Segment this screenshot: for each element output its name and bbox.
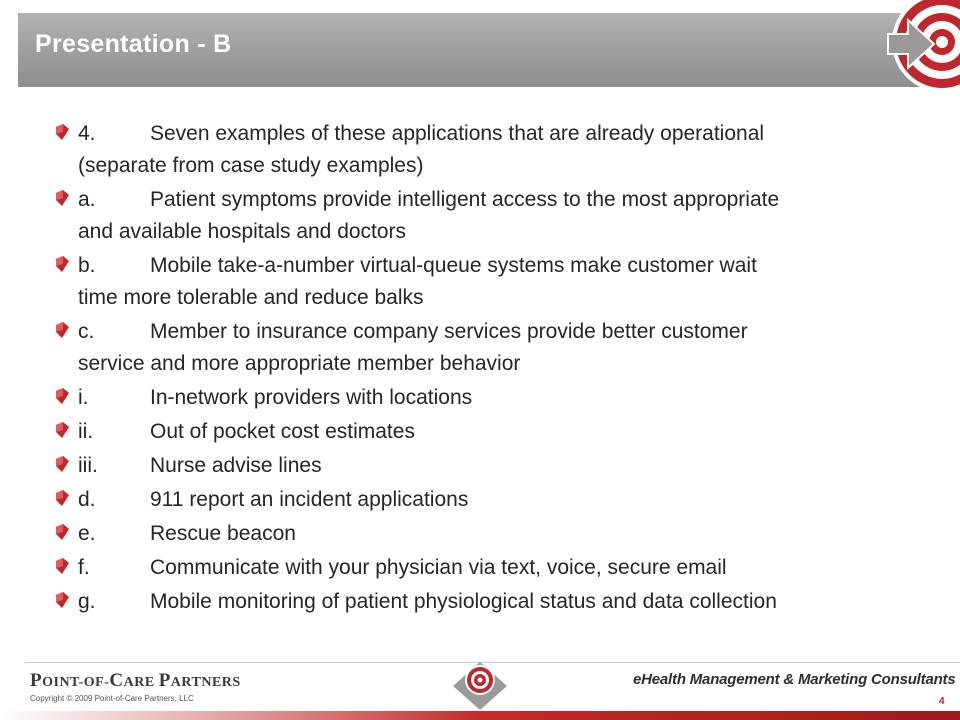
item-number: c. (78, 320, 95, 343)
item-text: Mobile take-a-number virtual-queue systems make customer wait (150, 254, 757, 277)
footer-accent-bar (0, 711, 960, 720)
item-text: Nurse advise lines (150, 454, 322, 477)
item-text-cont: (separate from case study examples) (78, 154, 424, 177)
target-emblem-icon (447, 656, 513, 716)
bullet-marker-icon (56, 190, 69, 206)
item-text: Member to insurance company services provide better customer (150, 320, 748, 343)
item-number: g. (78, 590, 96, 613)
item-number: f. (78, 556, 90, 579)
bullet-marker-icon (56, 456, 69, 472)
item-number: ii. (78, 420, 94, 443)
item-text: 911 report an incident applications (150, 488, 469, 511)
copyright-notice: Copyright © 2009 Point-of-Care Partners, LLC (30, 694, 194, 703)
item-number: 4. (78, 122, 96, 145)
list-item (56, 416, 926, 448)
bullet-marker-icon (56, 592, 69, 608)
item-text: Mobile monitoring of patient physiological status and data collection (150, 590, 777, 613)
point-of-care-partners-logo (30, 670, 241, 692)
list-item (56, 118, 926, 182)
list-item (56, 552, 926, 584)
item-text: Communicate with your physician via text, voice, secure email (150, 556, 727, 579)
item-number: e. (78, 522, 96, 545)
item-text-cont: and available hospitals and doctors (78, 220, 407, 243)
logo-letter: P (30, 670, 43, 691)
list-item (56, 450, 926, 482)
logo-text: OINT-OF- (42, 675, 110, 690)
bullet-marker-icon (56, 490, 69, 506)
logo-text: ARE (123, 675, 159, 690)
item-number: b. (78, 254, 96, 277)
bullet-marker-icon (56, 388, 69, 404)
item-number: a. (78, 188, 96, 211)
bullet-list (56, 118, 926, 620)
footer-tagline: eHealth Management & Marketing Consultants (633, 671, 956, 688)
item-text: Patient symptoms provide intelligent access to the most appropriate (150, 188, 780, 211)
logo-text: ARTNERS (170, 675, 241, 690)
list-item (56, 316, 926, 380)
target-logo-icon (880, 0, 960, 110)
slide-title: Presentation - B (35, 30, 232, 58)
item-text: Seven examples of these applications that are already operational (150, 122, 765, 145)
list-item (56, 518, 926, 550)
list-item (56, 586, 926, 618)
logo-letter: C (109, 670, 124, 691)
item-number: d. (78, 488, 96, 511)
bullet-marker-icon (56, 558, 69, 574)
list-item (56, 484, 926, 516)
bullet-marker-icon (56, 422, 69, 438)
bullet-marker-icon (56, 322, 69, 338)
item-text-cont: time more tolerable and reduce balks (78, 286, 424, 309)
bullet-marker-icon (56, 524, 69, 540)
item-text: In-network providers with locations (150, 386, 473, 409)
bullet-marker-icon (56, 124, 69, 140)
item-text: Rescue beacon (150, 522, 296, 545)
item-number: i. (78, 386, 89, 409)
logo-letter: P (158, 670, 171, 691)
bullet-marker-icon (56, 256, 69, 272)
item-number: iii. (78, 454, 98, 477)
page-number: 4 (939, 696, 945, 707)
list-item (56, 250, 926, 314)
item-text: Out of pocket cost estimates (150, 420, 415, 443)
item-text-cont: service and more appropriate member behavior (78, 352, 521, 375)
list-item (56, 184, 926, 248)
list-item (56, 382, 926, 414)
